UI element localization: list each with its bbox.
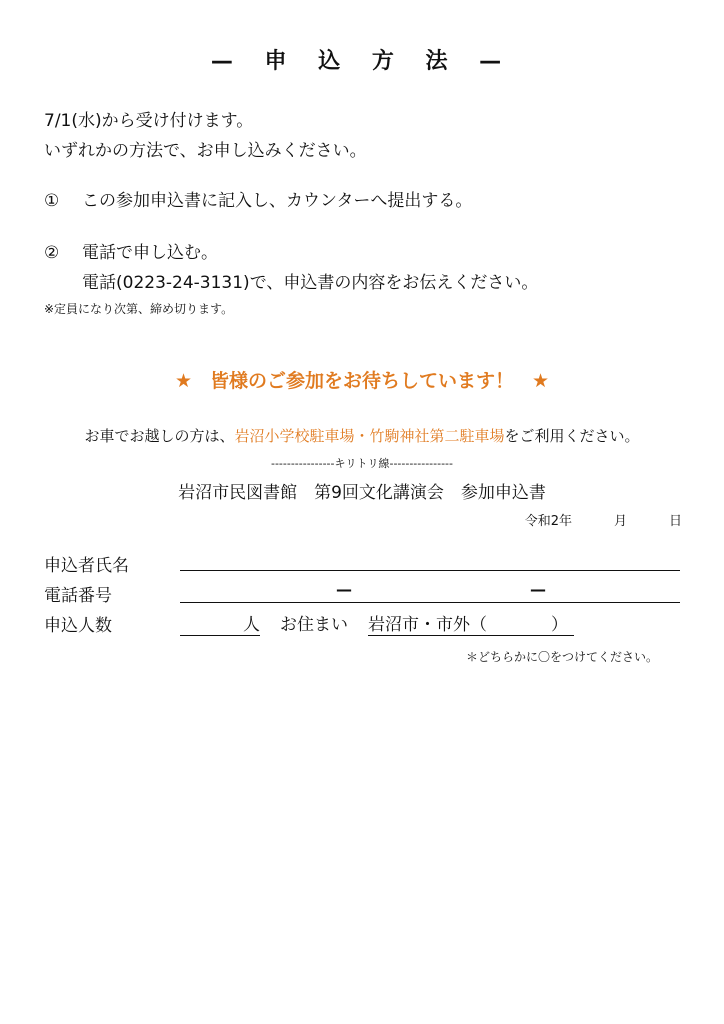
method-2-number: ② [44,243,60,263]
star-icon: ★ [174,370,192,392]
residence-options-text: 岩沼市・市外（ [368,615,487,635]
count-and-residence-row [180,610,574,636]
phone-dash-1: — [336,580,352,599]
method-2-text: 電話で申し込む。 [82,243,218,263]
phone-label: 電話番号 [44,586,112,606]
method-1-text: この参加申込書に記入し、カウンターへ提出する。 [82,191,473,211]
phone-dash-2: — [530,580,546,599]
method-2 [44,238,218,263]
residence-label: お住まい [280,615,348,635]
residence-close: ） [551,615,568,635]
name-label: 申込者氏名 [44,556,129,576]
intro-date: 7/1(水)から受け付けます。 [44,111,254,131]
date-month: 月 [613,514,627,529]
parking-before: お車でお越しの方は、 [84,427,235,445]
star-icon: ★ [532,370,550,392]
residence-hint: ＊どちらかに〇をつけてください。 [465,650,658,664]
date-day: 日 [668,514,682,529]
method-1-number: ① [44,191,60,211]
phone-field-line[interactable] [180,602,680,603]
page-title: — 申 込 方 法 — [210,49,514,74]
cut-line: ----------------キリトリ線---------------- [270,457,453,470]
form-title: 岩沼市民図書館 第9回文化講演会 参加申込書 [178,483,546,503]
form-date [515,510,682,529]
welcome-text: 皆様のご参加をお待ちしています！ [209,370,514,392]
welcome-message [0,366,724,393]
capacity-note: ※定員になり次第、締め切ります。 [44,302,234,316]
residence-options[interactable] [368,610,574,636]
count-label: 申込人数 [44,616,112,636]
intro-instruction: いずれかの方法で、お申し込みください。 [44,141,367,161]
date-era: 令和2年 [524,514,572,529]
name-field-line[interactable] [180,570,680,571]
count-unit: 人 [243,615,260,635]
parking-info [0,425,724,446]
parking-locations: 岩沼小学校駐車場・竹駒神社第二駐車場 [234,427,505,445]
method-2-phone-detail: 電話(0223-24-3131)で、申込書の内容をお伝えください。 [82,273,539,293]
parking-after: をご利用ください。 [504,427,640,445]
method-1 [44,186,472,211]
count-field[interactable] [180,610,260,636]
